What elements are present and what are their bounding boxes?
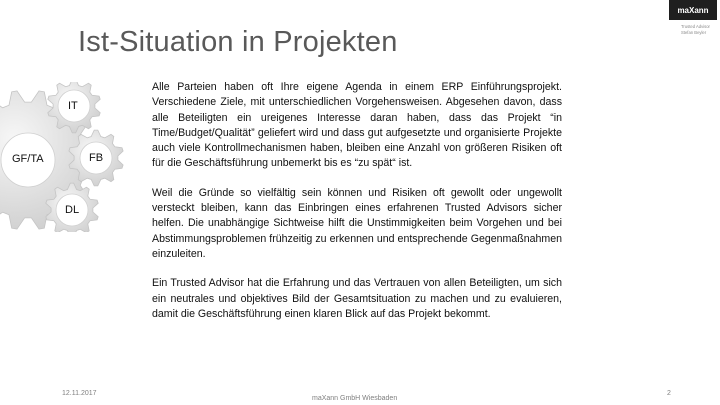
logo-subtitle-line2: Stefan Beyler	[681, 29, 707, 35]
paragraph-3: Ein Trusted Advisor hat die Erfahrung und das Vertrauen von allen Beteiligten, um sich ein neutrales und objektives Bild der Gesamtsituation zu machen und zu evaluieren, damit die Geschäftsführung einen klaren Blick auf das Projekt bekommt.	[152, 277, 562, 320]
paragraph-1: Alle Parteien haben oft Ihre eigene Agenda in einem ERP Einführungsprojekt. Verschiedene Ziele, mit unterschiedlichen Vorgehensweisen. Abgesehen davon, dass alle Beteiligten ein ureigenes Interesse daran haben, dass das Projekt “in Time/Budget/Qualität” geliefert wird und dass gut aufgesetzte und organisierte Projekte auch viele Kontrollmechanismen haben, bleiben eine Anzahl von größeren Risiken oft für die Geschäftsführung unbemerkt bis es “zu spät“ ist.	[152, 81, 562, 170]
footer-date: 12.11.2017	[62, 390, 97, 397]
logo-subtitle-line1: Trusted Advisor	[681, 24, 710, 29]
paragraph-2: Weil die Gründe so vielfältig sein können und Risiken oft gewollt oder ungewollt versteckt bleiben, kann das Einbringen eines erfahrenen Trusted Advisors sicher helfen. Die unabhängige Sichtweise hilft die Unstimmigkeiten beim Vorgehen und bei Abstimmungsproblemen frühzeitig zu erkennen und entsprechende Gegenmaßnahmen einzuleiten.	[152, 186, 562, 260]
slide-title: Ist-Situation in Projekten	[78, 26, 398, 58]
logo-subtitle	[681, 24, 719, 35]
body-text	[152, 80, 562, 336]
gear-label-gfta: GF/TA	[12, 153, 44, 165]
company-logo: maXann	[669, 0, 717, 20]
gear-label-it: IT	[68, 100, 78, 112]
gear-diagram	[0, 82, 135, 232]
footer-page-number: 2	[667, 390, 671, 397]
gear-label-dl: DL	[65, 204, 80, 216]
gear-label-fb: FB	[89, 152, 104, 164]
footer-company: maXann GmbH Wiesbaden	[312, 395, 398, 402]
